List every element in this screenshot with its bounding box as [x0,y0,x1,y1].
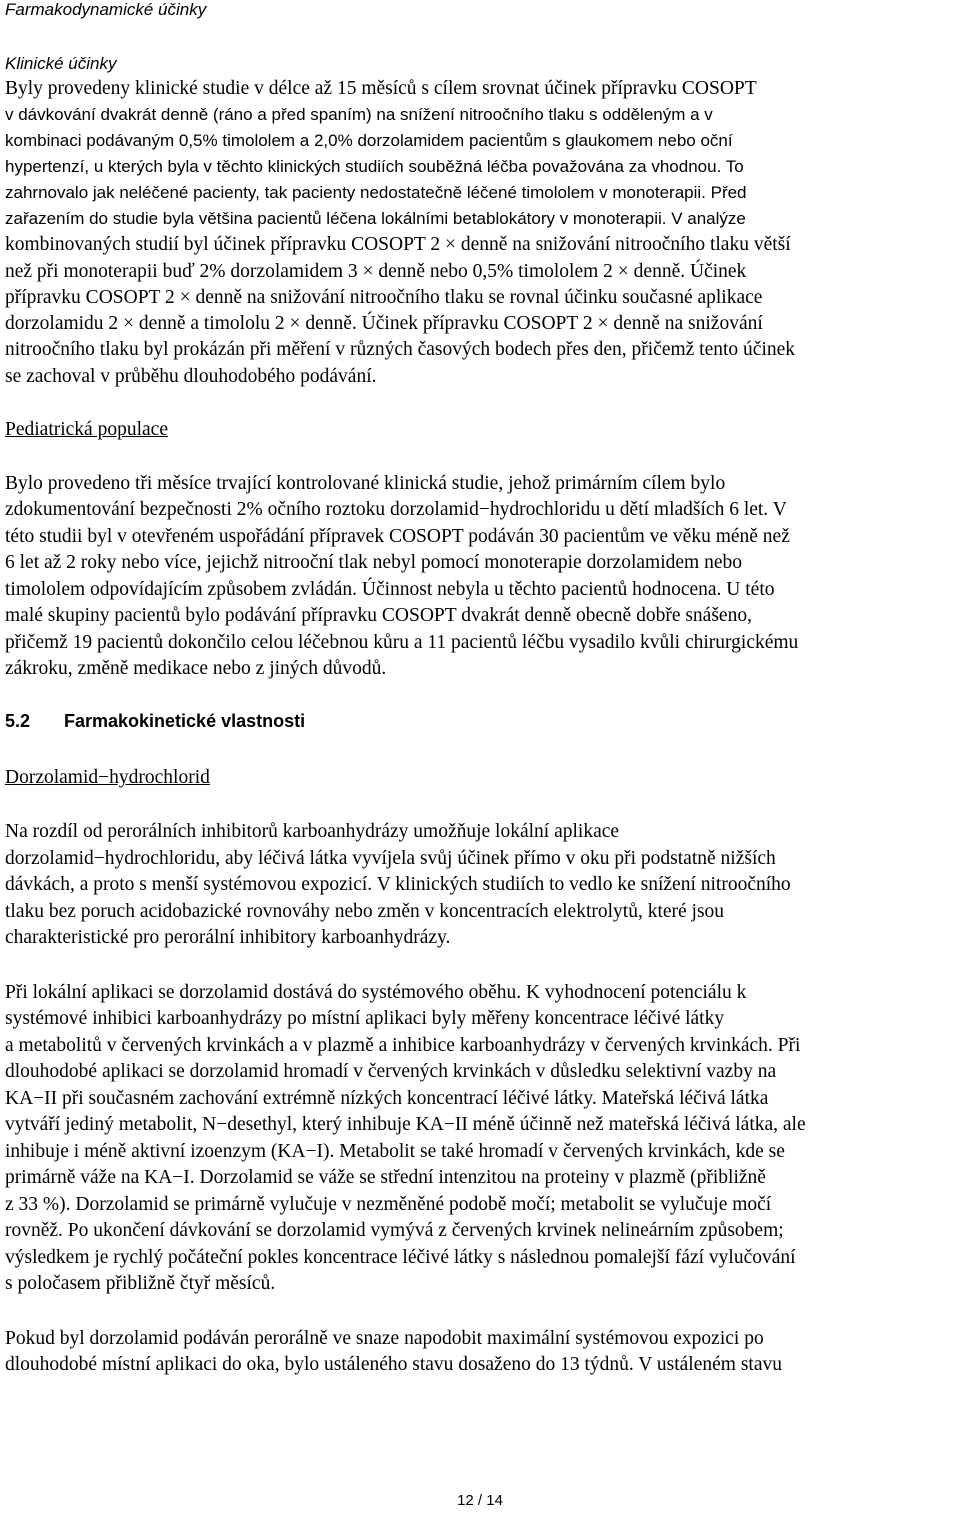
clinical-heading: Klinické účinky [5,54,117,73]
section-heading: Farmakokinetické vlastnosti [64,711,306,731]
section-number: 5.2 [5,711,31,731]
text-line: malé skupiny pacientů bylo podávání přípravku COSOPT dvakrát denně obecně dobře snášeno, [5,605,752,626]
text-line: výsledkem je rychlý počáteční pokles koncentrace léčivé látky s následnou pomalejší fází vylučování [5,1247,796,1268]
pediatric-heading: Pediatrická populace [5,419,168,440]
text-line: kombinaci podávaným 0,5% timololem a 2,0% dorzolamidem pacientům s glaukomem nebo oční [5,131,733,150]
text-line: KA−II při současném zachování extrémně nízkých koncentrací léčivé látky. Mateřská léčivá látka [5,1088,769,1109]
text-line: Na rozdíl od perorálních inhibitorů karboanhydrázy umožňuje lokální aplikace [5,821,620,842]
text-line: přípravku COSOPT 2 × denně na snižování nitroočního tlaku se rovnal účinku současné aplikace [5,287,763,308]
text-line: 6 let až 2 roky nebo více, jejichž nitrooční tlak nebyl pomocí monoterapie dorzolamidem nebo [5,552,742,573]
text-line: dlouhodobé aplikaci se dorzolamid hromadí v červených krvinkách v důsledku selektivní vazby na [5,1061,777,1082]
text-line: hypertenzí, u kterých byla v těchto klinických studiích souběžná léčba považována za vhodnou. To [5,157,744,176]
text-line: primárně váže na KA−I. Dorzolamid se váže se střední intenzitou na proteiny v plazmě (přibližně [5,1167,766,1188]
text-line: z 33 %). Dorzolamid se primárně vylučuje v nezměněné podobě močí; metabolit se vylučuje močí [5,1194,772,1215]
page-number: 12 / 14 [457,1492,503,1509]
text-line: Při lokální aplikaci se dorzolamid dostává do systémového oběhu. K vyhodnocení potenciálu k [5,982,747,1003]
text-line: zahrnovalo jak neléčené pacienty, tak pacienty nedostatečně léčené timololem v monoterapii. Před [5,183,747,202]
text-line: v dávkování dvakrát denně (ráno a před spaním) na snížení nitroočního tlaku s odděleným a v [5,105,713,124]
text-line: kombinovaných studií byl účinek přípravku COSOPT 2 × denně na snižování nitroočního tlaku větší [5,234,791,255]
text-line: zařazením do studie byla většina pacientů léčena lokálními betablokátory v monoterapii. V analýze [5,209,746,228]
text-line: timololem odpovídajícím způsobem zvládán. Účinnost nebyla u těchto pacientů hodnocena. U této [5,579,775,600]
text-line: tlaku bez poruch acidobazické rovnováhy nebo změn v koncentracích elektrolytů, které jsou [5,901,725,922]
text-line: charakteristické pro perorální inhibitory karboanhydrázy. [5,927,451,948]
text-line: s poločasem přibližně čtyř měsíců. [5,1273,276,1294]
text-line: dorzolamid−hydrochloridu, aby léčivá látka vyvíjela svůj účinek přímo v oku při podstatně nižších [5,848,776,869]
text-line: systémové inhibici karboanhydrázy po místní aplikaci byly měřeny koncentrace léčivé látky [5,1008,725,1029]
text-line: a metabolitů v červených krvinkách a v plazmě a inhibice karboanhydrázy v červených krvinkách. Při [5,1035,801,1056]
text-line: dorzolamidu 2 × denně a timololu 2 × denně. Účinek přípravku COSOPT 2 × denně na snižování [5,313,763,334]
text-line: zákroku, změně medikace nebo z jiných důvodů. [5,658,387,679]
text-line: než při monoterapii buď 2% dorzolamidem 3 × denně nebo 0,5% timololem 2 × denně. Účinek [5,261,747,282]
text-line: Pokud byl dorzolamid podáván perorálně ve snaze napodobit maximální systémovou expozici po [5,1328,764,1349]
text-line: dávkách, a proto s menší systémovou expozicí. V klinických studiích to vedlo ke snížení nitroočního [5,874,791,895]
text-line: vytváří jediný metabolit, N−desethyl, který inhibuje KA−II méně účinně než mateřská léčivá látka, ale [5,1114,806,1135]
text-line: zdokumentování bezpečnosti 2% očního roztoku dorzolamid−hydrochloridu u dětí mladších 6 let. V [5,499,787,520]
text-line: rovněž. Po ukončení dávkování se dorzolamid vymývá z červených krvinek nelineárním způsobem; [5,1220,784,1241]
text-line: se zachoval v průběhu dlouhodobého podávání. [5,366,377,387]
text-line: této studii byl v otevřeném uspořádání přípravek COSOPT podáván 30 pacientům ve věku méně než [5,526,790,547]
section-title: Farmakodynamické účinky [5,0,207,19]
text-line: Bylo provedeno tři měsíce trvající kontrolované klinická studie, jehož primárním cílem bylo [5,473,726,494]
text-line: dlouhodobé místní aplikaci do oka, bylo ustáleného stavu dosaženo do 13 týdnů. V ustáleném stavu [5,1354,782,1375]
text-line: inhibuje i méně aktivní izoenzym (KA−I). Metabolit se také hromadí v červených krvinkách, kde se [5,1141,785,1162]
dorzolamid-heading: Dorzolamid−hydrochlorid [5,767,210,788]
text-line: nitroočního tlaku byl prokázán při měření v různých časových bodech přes den, přičemž tento účinek [5,339,796,360]
text-line: Byly provedeny klinické studie v délce až 15 měsíců s cílem srovnat účinek přípravku COSOPT [5,78,757,99]
text-line: přičemž 19 pacientů dokončilo celou léčebnou kůru a 11 pacientů léčbu vysadilo kvůli chirurgickému [5,632,799,653]
